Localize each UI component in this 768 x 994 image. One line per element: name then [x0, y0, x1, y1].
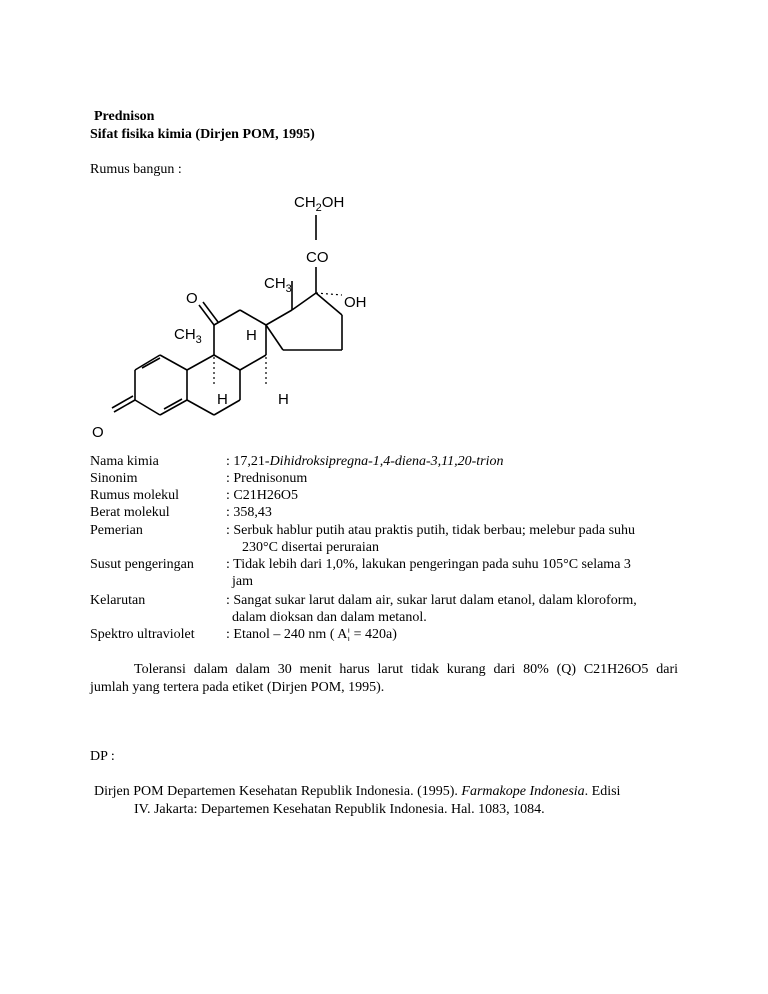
reference-line-2: IV. Jakarta: Departemen Kesehatan Republik Indonesia. Hal. 1083, 1084.: [134, 802, 545, 817]
structural-formula: [80, 185, 400, 445]
label-ch3-left: $CH_3$: [174, 326, 202, 346]
prop-value-sinonim: : Prednisonum: [226, 471, 308, 486]
prop-label-pemerian: Pemerian: [90, 523, 143, 538]
dp-label: DP :: [90, 749, 115, 764]
prop-value-susut-pengeringan: : Tidak lebih dari 1,0%, lakukan pengeringan pada suhu 105°C selama 3: [226, 557, 631, 572]
prop-value-kelarutan: : Sangat sukar larut dalam air, sukar larut dalam etanol, dalam kloroform,: [226, 593, 637, 608]
skeleton-bonds: [112, 215, 342, 415]
label-ch2oh: $CH_2OH$: [294, 194, 345, 214]
structure-label: Rumus bangun :: [90, 162, 182, 177]
prop-value-spektro-uv: : Etanol – 240 nm ( A¦ = 420a): [226, 627, 397, 642]
doc-title: Prednison: [94, 109, 155, 124]
doc-subtitle: Sifat fisika kimia (Dirjen POM, 1995): [90, 127, 315, 142]
stereo-dashed-bonds: [214, 293, 342, 387]
prop-value-pemerian: : Serbuk hablur putih atau praktis putih, tidak berbau; melebur pada suhu: [226, 523, 636, 538]
label-h-bottom-left: H: [217, 391, 228, 408]
prop-value-rumus-molekul: : C21H26O5: [226, 488, 298, 503]
prop-value-kelarutan-cont: dalam dioksan dan dalam metanol.: [232, 610, 427, 625]
label-h-mid: H: [246, 327, 257, 344]
prop-label-kelarutan: Kelarutan: [90, 593, 146, 608]
label-oh: OH: [344, 294, 367, 311]
reference-line-1: Dirjen POM Departemen Kesehatan Republik Indonesia. (1995). Farmakope Indonesia. Edisi: [94, 784, 621, 799]
prop-value-nama-kimia: : 17,21-Dihidroksipregna-1,4-diena-3,11,20-trion: [226, 454, 504, 469]
prop-label-spektro-uv: Spektro ultraviolet: [90, 627, 195, 642]
prop-label-sinonim: Sinonim: [90, 471, 138, 486]
tolerance-line-2: jumlah yang tertera pada etiket (Dirjen POM, 1995).: [90, 680, 385, 695]
label-o-bottom: O: [92, 424, 104, 441]
prop-value-susut-cont: jam: [232, 574, 253, 589]
label-ch3-top: $CH_3$: [264, 275, 292, 295]
prop-value-berat-molekul: : 358,43: [226, 505, 272, 520]
label-co: CO: [306, 249, 329, 266]
label-o-top: O: [186, 290, 198, 307]
label-h-bottom-right: H: [278, 391, 289, 408]
prop-label-susut-pengeringan: Susut pengeringan: [90, 557, 194, 572]
prop-value-pemerian-cont: 230°C disertai peruraian: [242, 540, 379, 555]
tolerance-line-1: Toleransi dalam dalam 30 menit harus larut tidak kurang dari 80% (Q) C21H26O5 dari: [134, 662, 678, 677]
prop-label-rumus-molekul: Rumus molekul: [90, 488, 180, 503]
prop-label-berat-molekul: Berat molekul: [90, 505, 170, 520]
prop-label-nama-kimia: Nama kimia: [90, 454, 159, 469]
